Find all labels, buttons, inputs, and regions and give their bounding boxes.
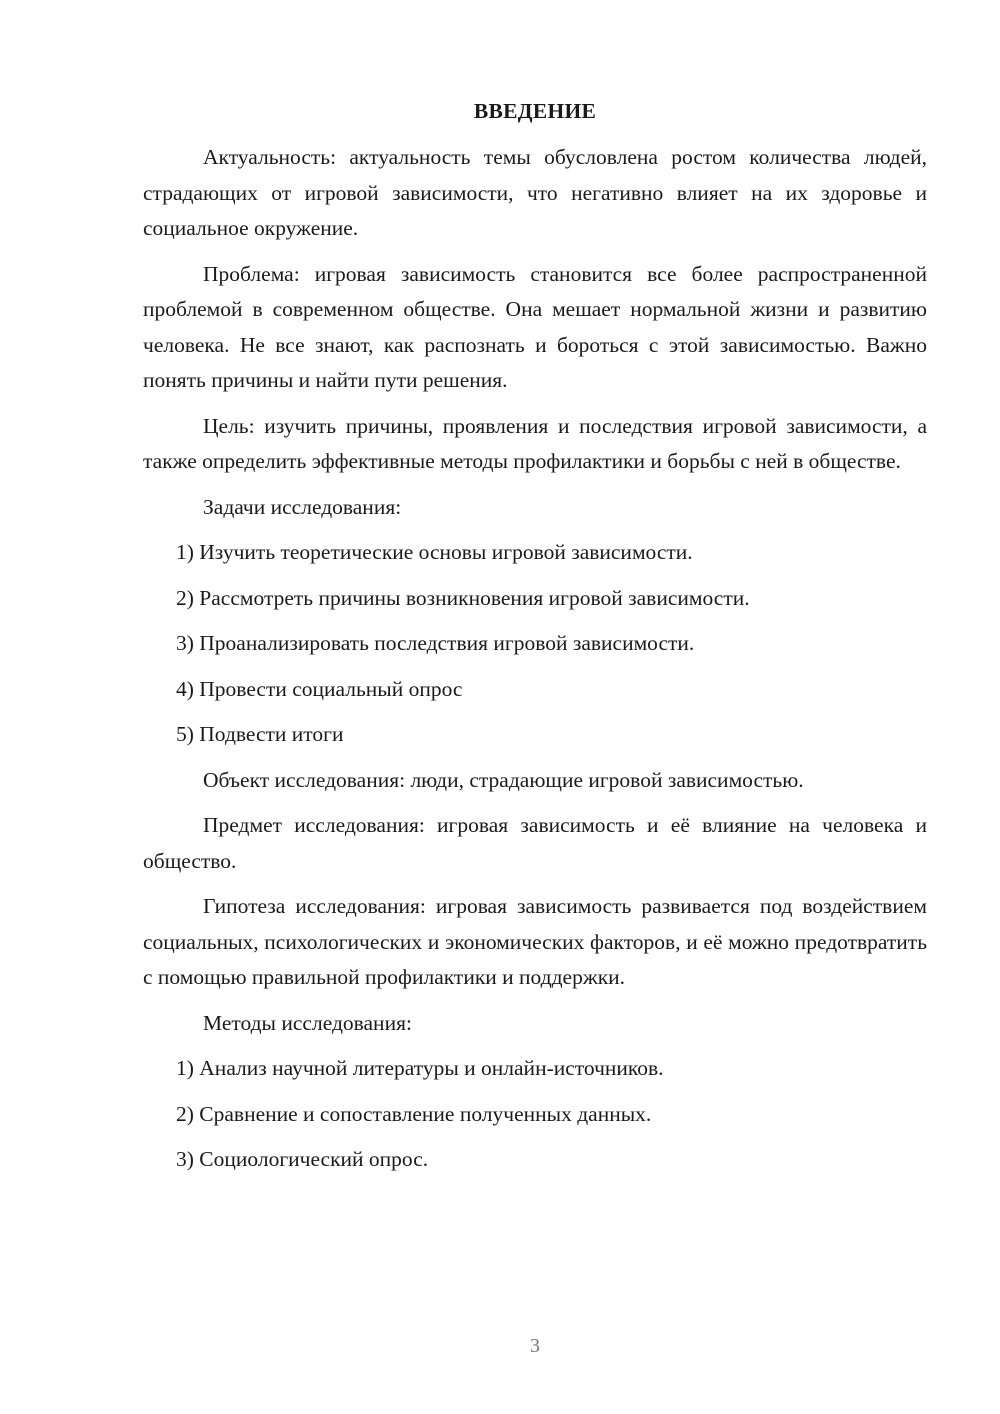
page-title: ВВЕДЕНИЕ: [473, 99, 597, 123]
task-item: 2) Рассмотреть причины возникновения игровой зависимости.: [176, 585, 750, 610]
relevance-paragraph: Актуальность: актуальность темы обусловлена ростом количества людей, страдающих от игровой зависимости, что негативно влияет на их здоровье и социальное окружение.: [143, 145, 927, 240]
task-item: 4) Провести социальный опрос: [176, 676, 463, 701]
task-item: 1) Изучить теоретические основы игровой зависимости.: [176, 540, 693, 564]
methods-heading: Методы исследования:: [203, 1010, 412, 1035]
object-paragraph: Объект исследования: люди, страдающие игровой зависимостью.: [203, 767, 804, 792]
tasks-heading: Задачи исследования:: [203, 494, 402, 519]
subject-paragraph: Предмет исследования: игровая зависимость и её влияние на человека и общество.: [143, 813, 927, 873]
problem-paragraph: Проблема: игровая зависимость становится все более распространенной проблемой в современном обществе. Она мешает нормальной жизни и развитию человека. Не все знают, как распознать и бороться с этой зависимостью. Важно понять причины и найти пути решения.: [143, 261, 927, 392]
goal-paragraph: Цель: изучить причины, проявления и последствия игровой зависимости, а также определить эффективные методы профилактики и борьбы с ней в обществе.: [143, 413, 927, 473]
document-body: [143, 94, 927, 1188]
method-item: 1) Анализ научной литературы и онлайн-источников.: [176, 1056, 664, 1080]
task-item: 5) Подвести итоги: [176, 722, 344, 746]
task-item: 3) Проанализировать последствия игровой зависимости.: [176, 631, 695, 655]
method-item: 3) Социологический опрос.: [176, 1147, 429, 1171]
method-item: 2) Сравнение и сопоставление полученных данных.: [176, 1101, 652, 1126]
hypothesis-paragraph: Гипотеза исследования: игровая зависимость развивается под воздействием социальных, психологических и экономических факторов, и её можно предотвратить с помощью правильной профилактики и поддержки.: [143, 894, 927, 989]
page-number: 3: [530, 1335, 540, 1357]
